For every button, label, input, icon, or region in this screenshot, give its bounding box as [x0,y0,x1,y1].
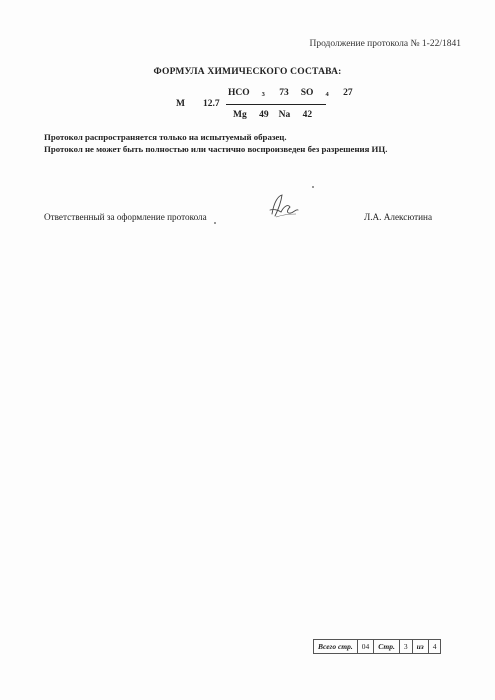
of-label: из [412,640,428,653]
note-scope: Протокол распространяется только на испытуемый образец. [44,132,287,142]
formula-denominator [233,110,312,120]
page-counter-box [313,639,441,654]
formula-numerator [228,88,353,98]
formula-m-label: М [176,99,185,109]
scan-speck [214,222,216,224]
formula-anion-so4: SO 4 27 [300,88,353,98]
protocol-continuation: Продолжение протокола № 1-22/1841 [309,39,461,49]
scan-speck [312,186,314,188]
page-value: 3 [399,640,412,653]
total-pages-label: Всего стр. [318,642,353,651]
formula-anion-hco3: HCO 3 73 [228,88,289,98]
formula-heading: ФОРМУЛА ХИМИЧЕСКОГО СОСТАВА: [153,67,342,77]
formula-cation-na: Na 42 [278,110,313,120]
handwritten-signature [262,192,302,220]
chemical-formula [166,86,353,126]
of-value: 4 [428,640,441,653]
formula-cation-mg: Mg 49 [233,110,269,120]
responsible-label: Ответственный за оформление протокола [44,212,207,222]
formula-fraction-line [226,104,326,105]
responsible-name: Л.А. Алексютина [364,212,433,222]
formula-m-value: 12.7 [203,99,220,109]
note-reproduction: Протокол не может быть полностью или частично воспроизведен без разрешения ИЦ. [44,144,388,154]
page-label: Стр. [373,640,399,653]
total-pages-value: 04 [357,640,374,653]
